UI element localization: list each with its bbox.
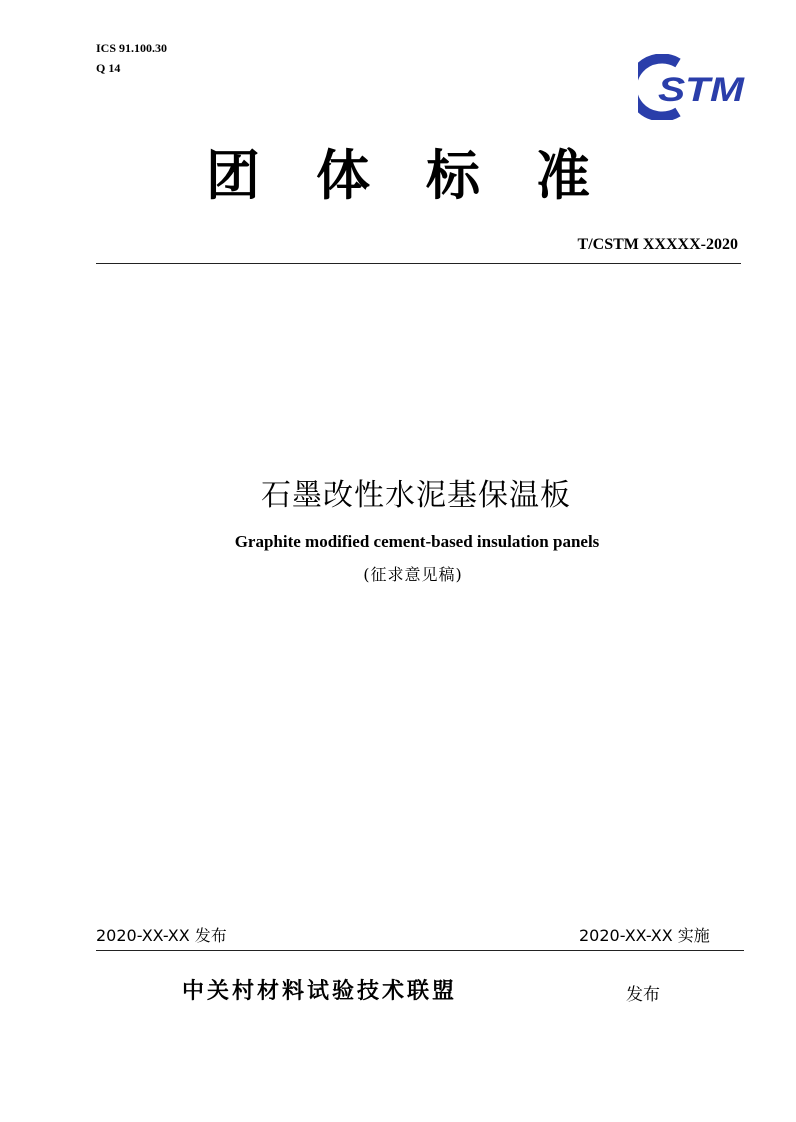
classification-codes [96,40,167,80]
issue-date: 2020-XX-XX 发布 [96,926,227,945]
implementation-date: 2020-XX-XX 实施 [579,926,710,945]
class-code: Q 14 [96,61,121,75]
publishing-organization: 中关村材料试验技术联盟 [182,979,458,1004]
header-divider [96,263,741,264]
standard-number: T/CSTM XXXXX-2020 [577,236,738,253]
document-title-en: Graphite modified cement-based insulation panels [234,532,600,551]
document-title-cn: 石墨改性水泥基保温板 [261,478,571,513]
footer-divider [96,950,744,951]
logo-text: STM [658,71,745,109]
ics-code: ICS 91.100.30 [96,41,168,55]
draft-status: (征求意见稿) [363,565,463,584]
cstm-logo [638,54,748,120]
standard-category-title: 团体标准 [206,144,646,207]
publish-label: 发布 [626,985,660,1005]
